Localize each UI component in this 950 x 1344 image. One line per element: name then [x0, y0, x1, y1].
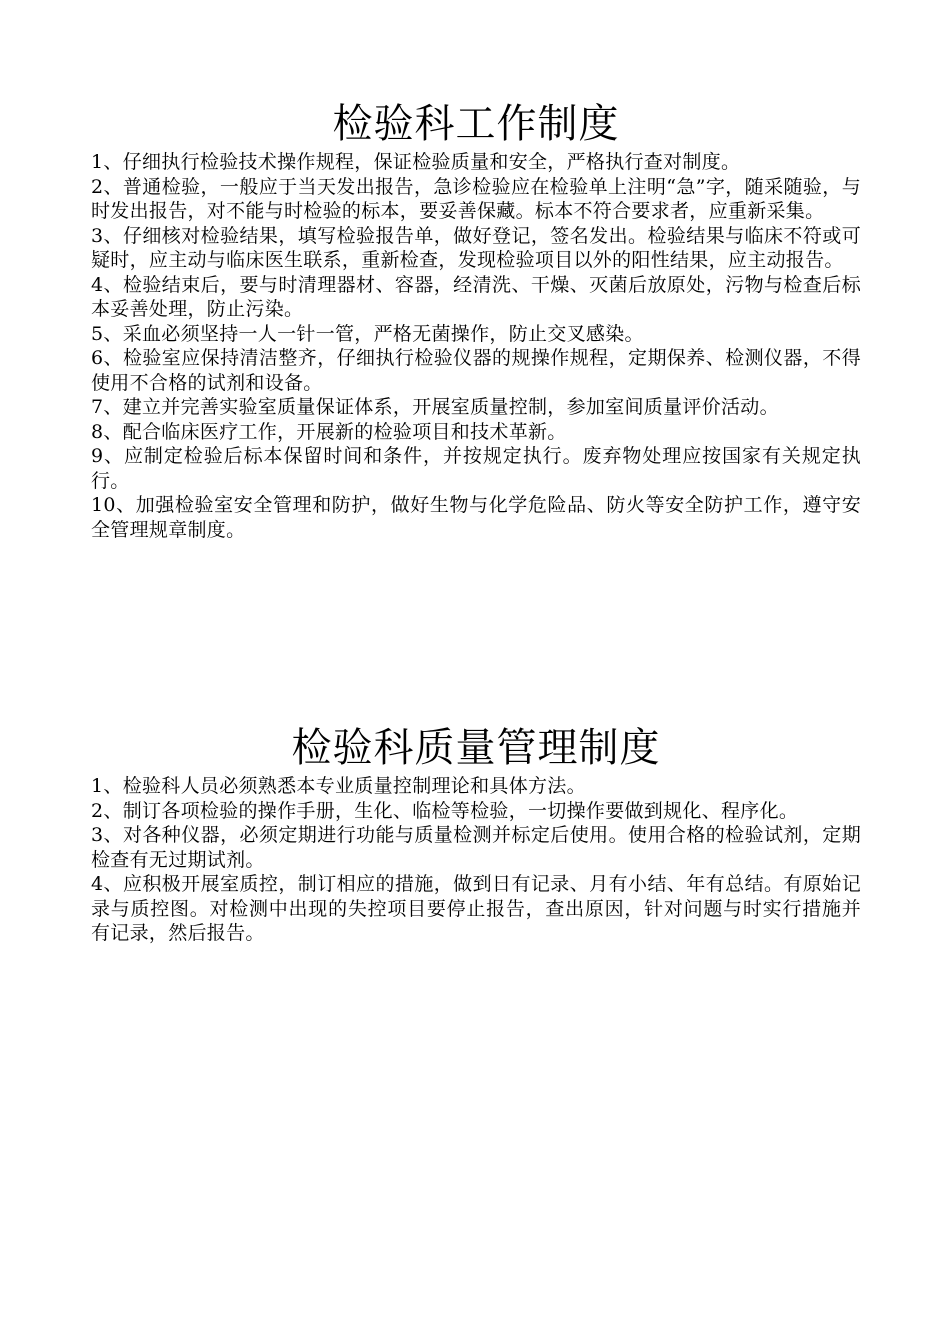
rule-item: 5、采血必须坚持一人一针一管，严格无菌操作，防止交叉感染。: [91, 322, 644, 345]
rule-item: 6、检验室应保持清洁整齐，仔细执行检验仪器的规操作规程，定期保养、检测仪器，不得使用不合格的试剂和设备。: [91, 347, 861, 394]
rule-item: 4、应积极开展室质控，制订相应的措施，做到日有记录、月有小结、年有总结。有原始记录与质控图。对检测中出现的失控项目要停止报告，查出原因，针对问题与时实行措施并有记录，然后报告。: [91, 873, 861, 944]
rule-item: 1、仔细执行检验技术操作规程，保证检验质量和安全，严格执行查对制度。: [91, 151, 741, 173]
rule-item: 3、仔细核对检验结果，填写检验报告单，做好登记，签名发出。检验结果与临床不符或可疑时，应主动与临床医生联系，重新检查，发现检验项目以外的阳性结果，应主动报告。: [91, 224, 861, 271]
rules-list: [91, 150, 861, 542]
rule-item: 3、对各种仪器，必须定期进行功能与质量检测并标定后使用。使用合格的检验试剂，定期检查有无过期试剂。: [91, 824, 861, 871]
rule-item: 9、应制定检验后标本保留时间和条件，并按规定执行。废弃物处理应按国家有关规定执行。: [91, 445, 861, 492]
work-rules-section: [91, 98, 861, 542]
section-title: 检验科工作制度: [332, 101, 620, 147]
quality-rules-section: [91, 722, 861, 946]
rule-item: 7、建立并完善实验室质量保证体系，开展室质量控制，参加室间质量评价活动。: [91, 396, 779, 418]
rule-item: 2、制订各项检验的操作手册，生化、临检等检验，一切操作要做到规化、程序化。: [91, 799, 799, 822]
section-title: 检验科质量管理制度: [291, 725, 661, 771]
rule-item: 2、普通检验，一般应于当天发出报告，急诊检验应在检验单上注明“急”字，随采随验，与时发出报告，对不能与时检验的标本，要妥善保藏。标本不符合要求者，应重新采集。: [91, 175, 861, 222]
rule-item: 4、检验结束后，要与时清理器材、容器，经清洗、干燥、灭菌后放原处，污物与检查后标本妥善处理，防止污染。: [91, 273, 861, 320]
rule-item: 8、配合临床医疗工作，开展新的检验项目和技术革新。: [91, 420, 567, 443]
rule-item: 10、加强检验室安全管理和防护，做好生物与化学危险品、防火等安全防护工作，遵守安全管理规章制度。: [91, 494, 861, 541]
rules-list: [91, 774, 861, 946]
rule-item: 1、检验科人员必须熟悉本专业质量控制理论和具体方法。: [91, 775, 586, 797]
